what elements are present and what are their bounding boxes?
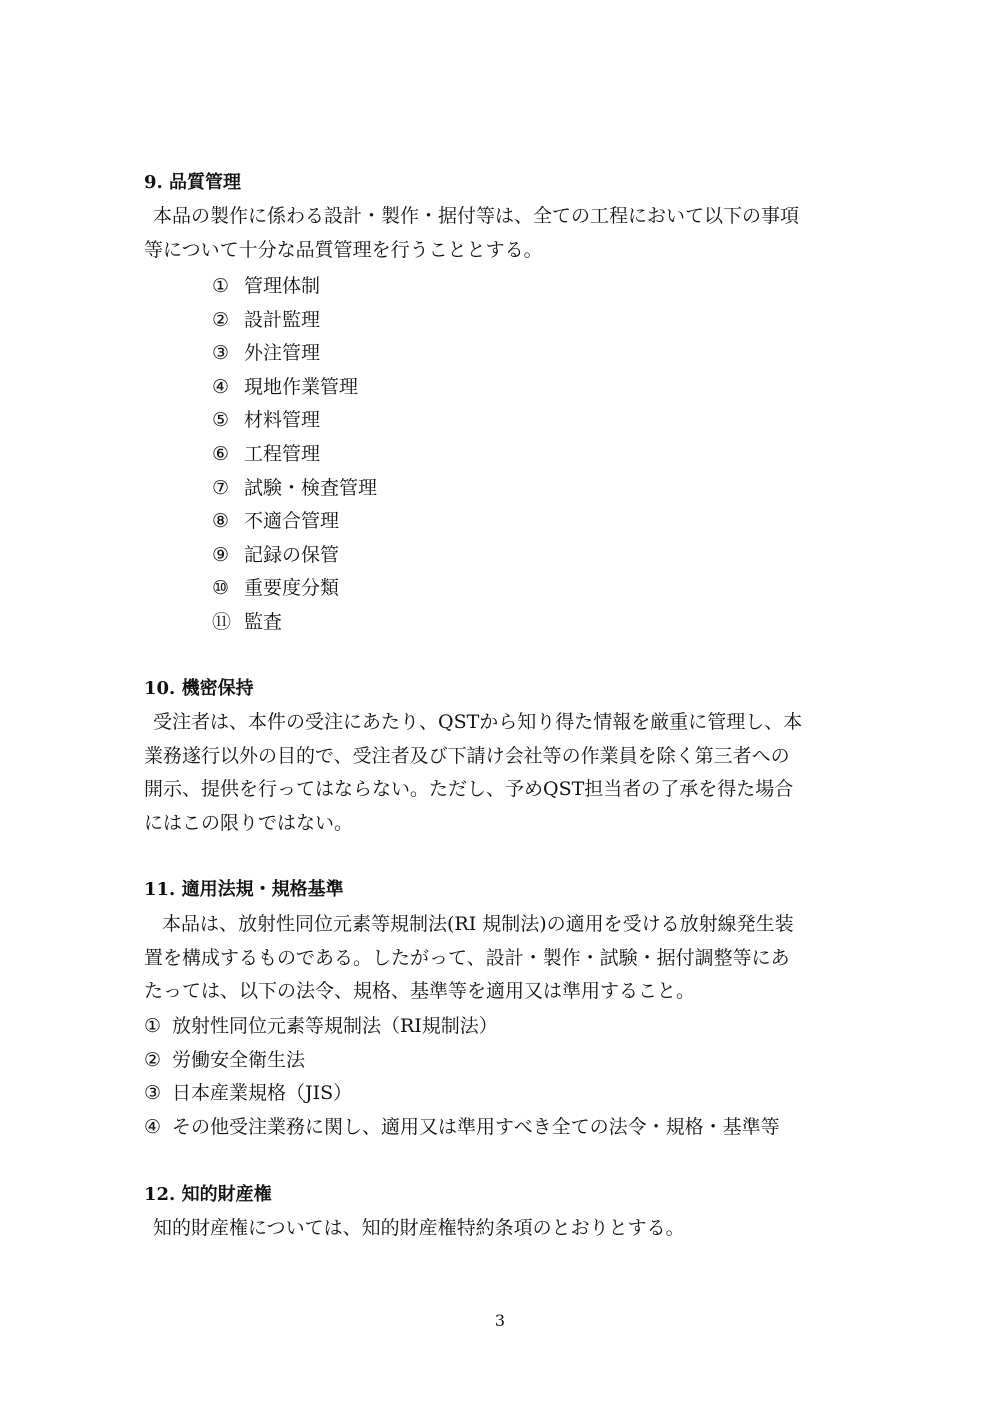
item-number: ⑤ [212, 409, 230, 432]
item-number: ⑦ [212, 476, 230, 499]
item-number: ③ [144, 1082, 162, 1105]
item-text: 記録の保管 [244, 543, 340, 566]
item-number: ① [212, 275, 230, 297]
item-number: ⑧ [212, 510, 230, 533]
item-number: ④ [144, 1115, 162, 1138]
item-number: ⑥ [212, 442, 230, 465]
item-text: 労働安全衛生法 [172, 1048, 306, 1071]
section-9-paragraph [144, 200, 854, 267]
item-text: 管理体制 [244, 275, 321, 297]
section-11-title: 11. 適用法規・規格基準 [144, 879, 344, 900]
paragraph-line: 受注者は、本件の受注にあたり、QSTから知り得た情報を厳重に管理し、本 [153, 711, 803, 733]
paragraph-line: 置を構成するものである。したがって、設計・製作・試験・据付調整等にあ [144, 946, 790, 969]
item-text: 設計監理 [244, 308, 321, 331]
quality-items-list [212, 270, 377, 640]
list-item [144, 1077, 780, 1111]
paragraph-line: たっては、以下の法令、規格、基準等を適用又は準用すること。 [144, 980, 696, 1003]
list-item [212, 304, 377, 338]
item-number: ① [144, 1015, 162, 1037]
item-text: 放射性同位元素等規制法（RI規制法） [172, 1015, 498, 1037]
list-item [144, 1044, 780, 1078]
section-9-title: 9. 品質管理 [144, 172, 242, 193]
section-10-paragraph [144, 706, 854, 840]
list-item [212, 337, 377, 371]
item-text: 重要度分類 [244, 577, 340, 600]
list-item [144, 1111, 780, 1145]
item-number: ② [212, 308, 230, 331]
item-text: その他受注業務に関し、適用又は準用すべき全ての法令・規格・基準等 [172, 1115, 780, 1138]
section-11-paragraph [144, 908, 854, 1009]
item-text: 試験・検査管理 [244, 476, 378, 499]
laws-list [144, 1010, 780, 1144]
item-number: ⑩ [212, 577, 230, 600]
page-number: 3 [494, 1311, 506, 1330]
list-item [212, 270, 377, 304]
paragraph-line: 知的財産権については、知的財産権特約条項のとおりとする。 [153, 1217, 685, 1239]
item-text: 監査 [244, 610, 283, 633]
paragraph-line: 本品の製作に係わる設計・製作・据付等は、全ての工程において以下の事項 [153, 205, 800, 227]
list-item [212, 505, 377, 539]
list-item [212, 572, 377, 606]
item-text: 日本産業規格（JIS） [172, 1082, 353, 1105]
item-number: ⑪ [212, 610, 232, 633]
list-item [212, 472, 377, 506]
section-10-title: 10. 機密保持 [144, 678, 254, 699]
paragraph-line: 業務遂行以外の目的で、受注者及び下請け会社等の作業員を除く第三者への [144, 744, 790, 767]
paragraph-line: 本品は、放射性同位元素等規制法(RI 規制法)の適用を受ける放射線発生装 [162, 913, 794, 935]
item-number: ③ [212, 342, 230, 365]
paragraph-line: 等について十分な品質管理を行うこととする。 [144, 238, 543, 261]
item-text: 工程管理 [244, 442, 321, 465]
item-text: 現地作業管理 [244, 375, 359, 398]
list-item [144, 1010, 780, 1044]
section-12-title: 12. 知的財産権 [144, 1184, 272, 1205]
item-text: 材料管理 [244, 409, 321, 432]
paragraph-line: 開示、提供を行ってはならない。ただし、予めQST担当者の了承を得た場合 [144, 778, 794, 801]
list-item [212, 438, 377, 472]
item-number: ② [144, 1048, 162, 1071]
list-item [212, 371, 377, 405]
list-item [212, 539, 377, 573]
section-12-paragraph [144, 1212, 854, 1246]
list-item [212, 404, 377, 438]
list-item [212, 606, 377, 640]
paragraph-line: にはこの限りではない。 [144, 811, 354, 834]
item-number: ⑨ [212, 543, 230, 566]
item-text: 外注管理 [244, 342, 321, 365]
item-text: 不適合管理 [244, 510, 340, 533]
item-number: ④ [212, 375, 230, 398]
